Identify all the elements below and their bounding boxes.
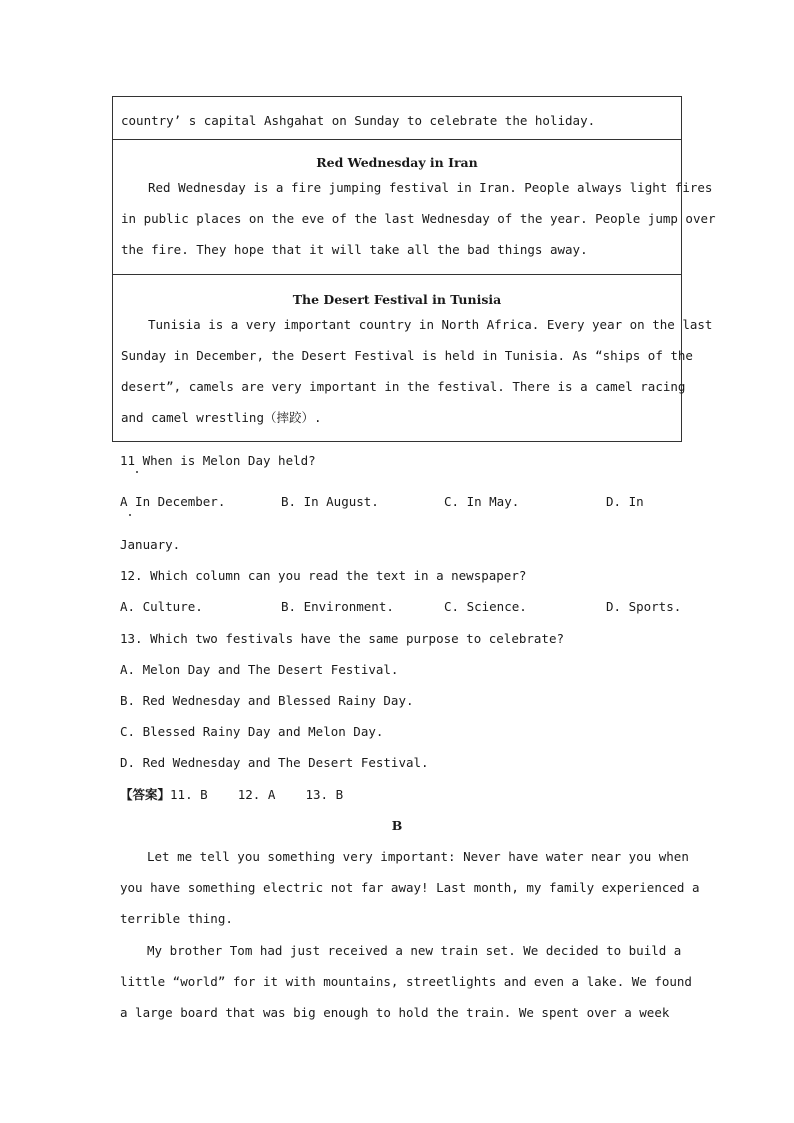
q13-option-d: D. Red Wednesday and The Desert Festival. bbox=[120, 755, 429, 770]
question-11-stem: 11 When is Melon Day held? bbox=[120, 453, 316, 468]
festival-table bbox=[112, 96, 716, 442]
emphasis-dot bbox=[136, 471, 138, 473]
q11-option-d: D. In bbox=[606, 494, 644, 509]
q13-option-b: B. Red Wednesday and Blessed Rainy Day. bbox=[120, 693, 414, 708]
table-row-text: country’ s capital Ashgahat on Sunday to celebrate the holiday. bbox=[121, 113, 596, 128]
table-row bbox=[113, 140, 716, 275]
q11-option-b: B. In August. bbox=[281, 494, 379, 509]
q13-option-a: A. Melon Day and The Desert Festival. bbox=[120, 662, 399, 677]
question-13-stem: 13. Which two festivals have the same purpose to celebrate? bbox=[120, 631, 565, 646]
q12-option-b: B. Environment. bbox=[281, 599, 394, 614]
festival-text-line: Tunisia is a very important country in North Africa. Every year on the last bbox=[148, 317, 713, 332]
festival-text-line: and camel wrestling（摔跤）. bbox=[121, 410, 322, 425]
answer-label: 【答案】 bbox=[120, 787, 171, 802]
festival-text-line: Sunday in December, the Desert Festival is held in Tunisia. As “ships of the bbox=[121, 348, 693, 363]
festival-text-line: in public places on the eve of the last Wednesday of the year. People jump over bbox=[121, 211, 716, 226]
answer-line bbox=[120, 785, 343, 803]
q11-option-a: A In December. bbox=[120, 494, 226, 509]
q11-option-d-continued: January. bbox=[120, 537, 181, 552]
q12-option-a: A. Culture. bbox=[120, 599, 203, 614]
emphasis-dot bbox=[129, 514, 131, 516]
festival-title: Red Wednesday in Iran bbox=[316, 155, 478, 170]
section-b-title: B bbox=[391, 818, 403, 833]
section-b-para2-line: a large board that was big enough to hold the train. We spent over a week bbox=[120, 1005, 670, 1020]
q11-option-c: C. In May. bbox=[444, 494, 520, 509]
festival-title: The Desert Festival in Tunisia bbox=[292, 292, 502, 307]
q12-option-d: D. Sports. bbox=[606, 599, 682, 614]
section-b-para1-line: you have something electric not far away! Last month, my family experienced a bbox=[120, 880, 700, 895]
q12-option-c: C. Science. bbox=[444, 599, 527, 614]
q13-option-c: C. Blessed Rainy Day and Melon Day. bbox=[120, 724, 384, 739]
festival-text-line: desert”, camels are very important in the festival. There is a camel racing bbox=[121, 379, 686, 394]
table-row bbox=[113, 97, 681, 140]
answer-text: 11. B 12. A 13. B bbox=[170, 787, 344, 802]
festival-text-line: Red Wednesday is a fire jumping festival in Iran. People always light fires bbox=[148, 180, 713, 195]
table-row bbox=[113, 275, 713, 441]
section-b-para1-line: Let me tell you something very important: Never have water near you when bbox=[147, 849, 689, 864]
section-b-para1-line: terrible thing. bbox=[120, 911, 233, 926]
festival-text-line: the fire. They hope that it will take all the bad things away. bbox=[121, 242, 588, 257]
section-b-para2-line: little “world” for it with mountains, streetlights and even a lake. We found bbox=[120, 974, 692, 989]
section-b-para2-line: My brother Tom had just received a new train set. We decided to build a bbox=[147, 943, 682, 958]
question-12-stem: 12. Which column can you read the text in a newspaper? bbox=[120, 568, 527, 583]
